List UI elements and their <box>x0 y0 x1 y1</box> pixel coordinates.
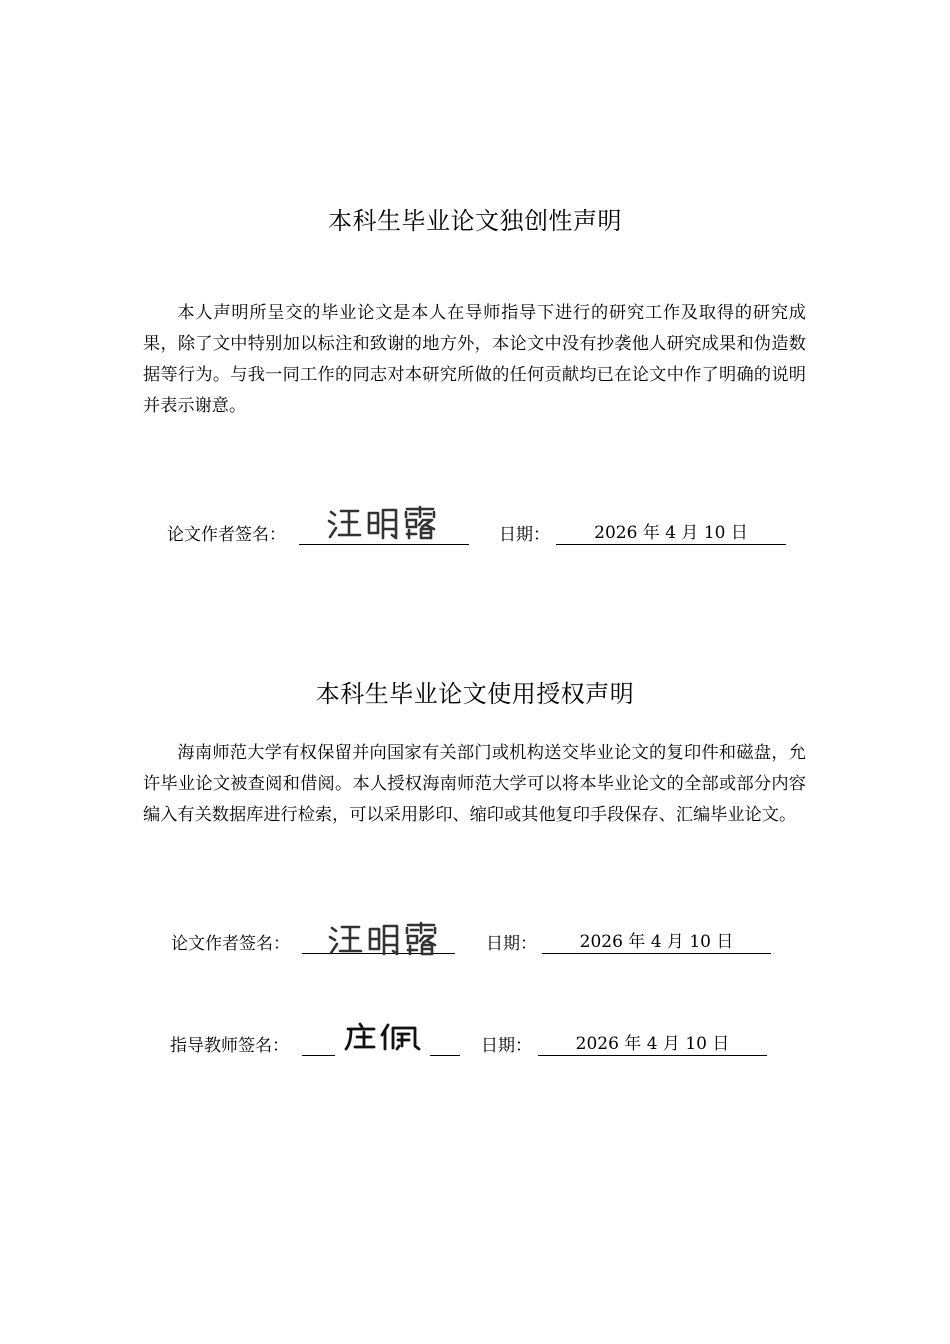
advisor-signature-label: 指导教师签名： <box>170 1036 289 1056</box>
advisor-signature-date: 2026 年 4 月 10 日 <box>575 1034 730 1054</box>
originality-statement-body: 本人声明所呈交的毕业论文是本人在导师指导下进行的研究工作及取得的研究成果，除了文中特别加以标注和致谢的地方外，本论文中没有抄袭他人研究成果和伪造数据等行为。与我一同工作的同志对本研究所做的任何贡献均已在论文中作了明确的说明并表示谢意。 <box>143 303 806 416</box>
author-signature-date: 2026 年 4 月 10 日 <box>579 932 734 952</box>
originality-statement-title: 本科生毕业论文独创性声明 <box>328 207 622 235</box>
author-handwritten-signature <box>328 919 446 959</box>
date-line <box>538 1035 767 1056</box>
date-label: 日期： <box>499 525 550 545</box>
date-label: 日期： <box>481 1036 532 1056</box>
date-label: 日期： <box>486 934 537 954</box>
date-line <box>542 933 771 954</box>
advisor-signature-line-left <box>302 1035 335 1056</box>
author-signature-line <box>299 524 469 545</box>
advisor-handwritten-signature <box>344 1022 422 1052</box>
author-signature-line <box>302 933 455 954</box>
originality-signature-row <box>0 505 950 545</box>
author-signature-label: 论文作者签名： <box>171 934 290 954</box>
author-handwritten-signature <box>327 504 445 542</box>
authorization-author-signature-row <box>0 914 950 954</box>
advisor-signature-row <box>0 1016 950 1056</box>
authorization-statement-body: 海南师范大学有权保留并向国家有关部门或机构送交毕业论文的复印件和磁盘，允许毕业论文被查阅和借阅。本人授权海南师范大学可以将本毕业论文的全部或部分内容编入有关数据库进行检索，可以采用影印、缩印或其他复印手段保存、汇编毕业论文。 <box>143 743 806 825</box>
signature-date: 2026 年 4 月 10 日 <box>594 523 748 543</box>
advisor-signature-line-right <box>430 1035 460 1056</box>
authorization-statement-title: 本科生毕业论文使用授权声明 <box>315 680 635 708</box>
author-signature-label: 论文作者签名： <box>167 525 286 545</box>
date-line <box>556 524 786 545</box>
